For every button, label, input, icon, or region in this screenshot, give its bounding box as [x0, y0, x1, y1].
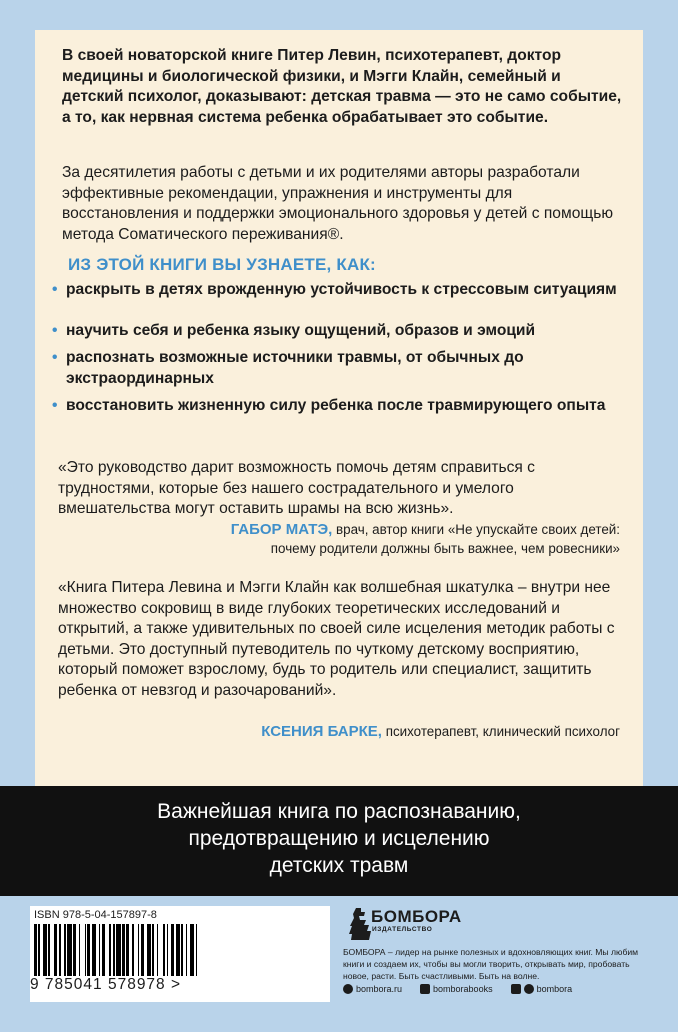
publisher-description: БОМБОРА – лидер на рынке полезных и вдохновляющих книг. Мы любим книги и создаем их, чтобы вы могли творить, открывать мир, пробовать новое, расти. Быть счастливыми. Быть на волне. [343, 947, 639, 982]
bullet-icon: • [52, 397, 58, 414]
list-item: • распознать возможные источники травмы, от обычных до экстраординарных [52, 349, 524, 387]
publisher-block [343, 904, 643, 1014]
telegram-icon [524, 984, 534, 994]
quote-barke-attribution: КСЕНИЯ БАРКЕ, психотерапевт, клинический психолог [261, 723, 620, 740]
quote-mate: «Это руководство дарит возможность помочь детям справиться с трудностями, которые без нашего сострадательного и умелого вмешательства могут оставить шрамы на всю жизнь». [58, 459, 535, 518]
list-item: • научить себя и ребенка языку ощущений, образов и эмоций [66, 321, 626, 342]
barcode [30, 906, 330, 1002]
list-item: • восстановить жизненную силу ребенка после травмирующего опыта [66, 396, 626, 417]
barcode-stripe [197, 924, 200, 976]
bullet-icon: • [52, 349, 58, 366]
author-name: ГАБОР МАТЭ, [230, 521, 333, 538]
publisher-logo-icon [347, 906, 373, 942]
barcode-digits: 9 785041 578978 > [30, 976, 182, 993]
learn-heading: ИЗ ЭТОЙ КНИГИ ВЫ УЗНАЕТЕ, КАК: [68, 255, 376, 274]
social-vk[interactable]: bomborabooks [420, 984, 493, 994]
tagline-line: детских травм [269, 854, 409, 877]
bullet-icon: • [52, 281, 58, 298]
publisher-subtitle: ИЗДАТЕЛЬСТВО [372, 926, 433, 933]
quote-barke: «Книга Питера Левина и Мэгги Клайн как волшебная шкатулка – внутри нее множество сокровищ в виде глубоких теоретических исследований и открытий, а также удивительных по своей силе исцеления методик работы с детьми. Это доступный путеводитель по чуткому детскому восприятию, который поможет взрослому, будь то родитель или специалист, защитить ребенка от невзгод и разочарований». [58, 579, 615, 699]
tagline-banner [0, 786, 678, 896]
social-website[interactable]: bombora.ru [343, 984, 402, 994]
vk-icon [420, 984, 430, 994]
description-paragraph: За десятилетия работы с детьми и их родителями авторы разработали эффективные рекомендации, упражнения и инструменты для восстановления и поддержки эмоционального здоровья у детей с помощью метода Соматического переживания®. [62, 164, 614, 243]
intro-paragraph: В своей новаторской книге Питер Левин, психотерапевт, доктор медицины и биологической физики, и Мэгги Клайн, семейный и детский психолог, доказывают: детская травма — это не само событие, а то, как нервная система ребенка обрабатывает это событие. [62, 47, 622, 126]
barcode-bars [34, 924, 330, 976]
publisher-name: БОМБОРА [371, 907, 462, 926]
author-name: КСЕНИЯ БАРКЕ, [261, 723, 382, 740]
isbn-number: ISBN 978-5-04-157897-8 [34, 909, 157, 921]
list-item: • раскрыть в детях врожденную устойчивость к стрессовым ситуациям [66, 280, 626, 301]
tagline-line: Важнейшая книга по распознаванию, [157, 800, 521, 823]
globe-icon [343, 984, 353, 994]
youtube-icon [511, 984, 521, 994]
bullet-icon: • [52, 322, 58, 339]
social-telegram[interactable]: bombora [511, 984, 573, 994]
social-links [343, 984, 643, 994]
quote-mate-attribution: ГАБОР МАТЭ, врач, автор книги «Не упускайте своих детей: почему родители должны быть важнее, чем ровесники» [230, 521, 620, 556]
tagline-line: предотвращению и исцелению [188, 827, 490, 850]
